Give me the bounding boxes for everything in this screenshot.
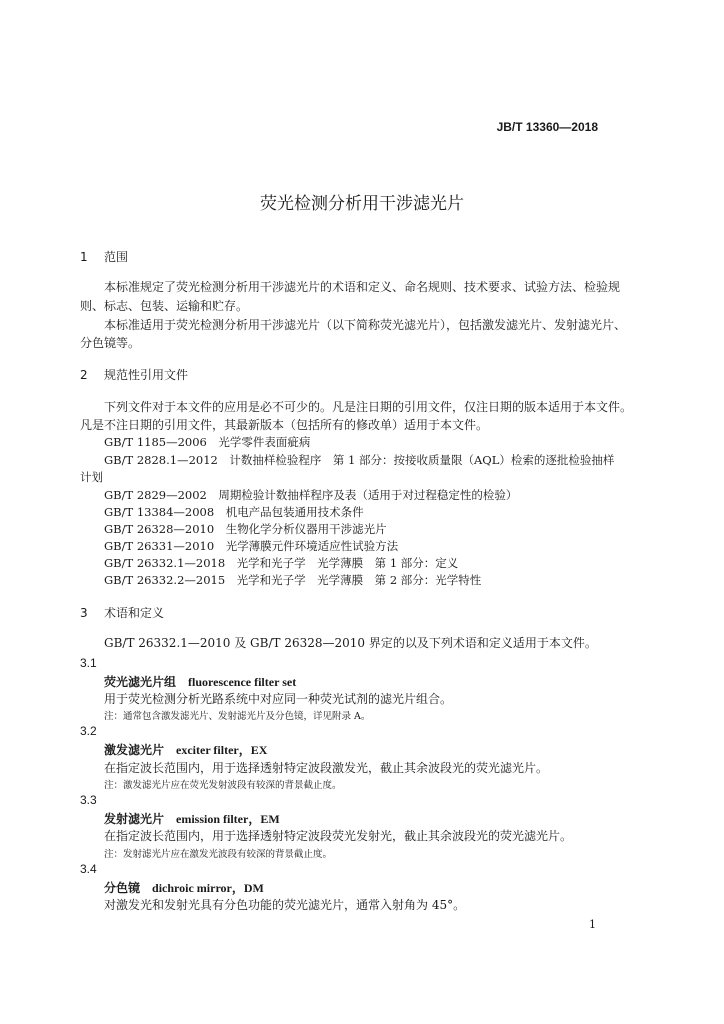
- clause-number: 3.2: [80, 724, 97, 738]
- section-number: 1: [80, 250, 88, 264]
- paragraph-line: 分色镜等。: [80, 336, 141, 350]
- term-definition: 在指定波长范围内，用于选择透射特定波段荧光发射光，截止其余波段光的荧光滤光片。: [104, 829, 573, 843]
- term-en: dichroic mirror，DM: [152, 881, 264, 895]
- reference-item: GB/T 26331—2010 光学薄膜元件环境适应性试验方法: [104, 539, 399, 553]
- term-en: emission filter，EM: [176, 812, 280, 826]
- paragraph-line: 则、标志、包装、运输和贮存。: [80, 299, 249, 313]
- section-number: 3: [80, 606, 88, 620]
- paragraph-line: 本标准规定了荧光检测分析用干涉滤光片的术语和定义、命名规则、技术要求、试验方法、检验规: [104, 280, 621, 294]
- term-heading: [104, 673, 296, 690]
- term-note: 注：发射滤光片应在激发光波段有较深的背景截止度。: [104, 849, 333, 860]
- reference-item: GB/T 2829—2002 周期检验计数抽样程序及表（适用于对过程稳定性的检验）: [104, 488, 518, 502]
- paragraph-line: 本标准适用于荧光检测分析用干涉滤光片（以下简称荧光滤光片），包括激发滤光片、发射滤光片、: [104, 318, 627, 332]
- clause-number: 3.3: [80, 793, 97, 807]
- term-note: 注：通常包含激发滤光片、发射滤光片及分色镜，详见附录 A。: [104, 711, 371, 722]
- reference-item: GB/T 26332.2—2015 光学和光子学 光学薄膜 第 2 部分：光学特性: [104, 573, 482, 587]
- term-definition: 在指定波长范围内，用于选择透射特定波段激发光，截止其余波段光的荧光滤光片。: [104, 761, 549, 775]
- standard-number: JB/T 13360—2018: [496, 120, 598, 134]
- reference-item: GB/T 1185—2006 光学零件表面疵病: [104, 435, 311, 449]
- section-2-heading: [80, 366, 188, 383]
- reference-item: GB/T 26328—2010 生物化学分析仪器用干涉滤光片: [104, 522, 387, 536]
- term-en: fluorescence filter set: [188, 675, 297, 689]
- term-heading: [104, 741, 267, 758]
- reference-item: 计划: [80, 470, 103, 484]
- section-1-heading: [80, 248, 128, 265]
- term-heading: [104, 879, 264, 896]
- clause-number: 3.1: [80, 656, 97, 670]
- term-zh: 荧光滤光片组: [104, 675, 177, 689]
- paragraph-line: 凡是不注日期的引用文件，其最新版本（包括所有的修改单）适用于本文件。: [80, 418, 489, 432]
- section-title: 术语和定义: [104, 606, 165, 620]
- term-heading: [104, 810, 280, 827]
- term-zh: 发射滤光片: [104, 812, 165, 826]
- term-zh: 激发滤光片: [104, 743, 165, 757]
- term-zh: 分色镜: [104, 881, 141, 895]
- term-definition: 用于荧光检测分析光路系统中对应同一种荧光试剂的滤光片组合。: [104, 692, 453, 706]
- section-title: 范围: [104, 250, 129, 264]
- document-title: 荧光检测分析用干涉滤光片: [260, 194, 464, 214]
- term-en: exciter filter，EX: [176, 743, 268, 757]
- section-title: 规范性引用文件: [104, 368, 189, 382]
- term-note: 注：激发滤光片应在荧光发射波段有较深的背景截止度。: [104, 780, 342, 791]
- term-definition: 对激发光和发射光具有分色功能的荧光滤光片，通常入射角为 45°。: [104, 898, 466, 912]
- reference-item: GB/T 13384—2008 机电产品包装通用技术条件: [104, 505, 364, 519]
- clause-number: 3.4: [80, 862, 97, 876]
- paragraph-line: GB/T 26332.1—2010 及 GB/T 26328—2010 界定的以及下列术语和定义适用于本文件。: [104, 636, 597, 650]
- paragraph-line: 下列文件对于本文件的应用是必不可少的。凡是注日期的引用文件，仅注日期的版本适用于本文件。: [104, 400, 633, 414]
- section-3-heading: [80, 604, 164, 621]
- page-number: 1: [589, 918, 596, 931]
- section-number: 2: [80, 368, 88, 382]
- reference-item: GB/T 26332.1—2018 光学和光子学 光学薄膜 第 1 部分：定义: [104, 556, 459, 570]
- reference-item: GB/T 2828.1—2012 计数抽样检验程序 第 1 部分：按接收质量限（AQL）检索的逐批检验抽样: [104, 453, 615, 467]
